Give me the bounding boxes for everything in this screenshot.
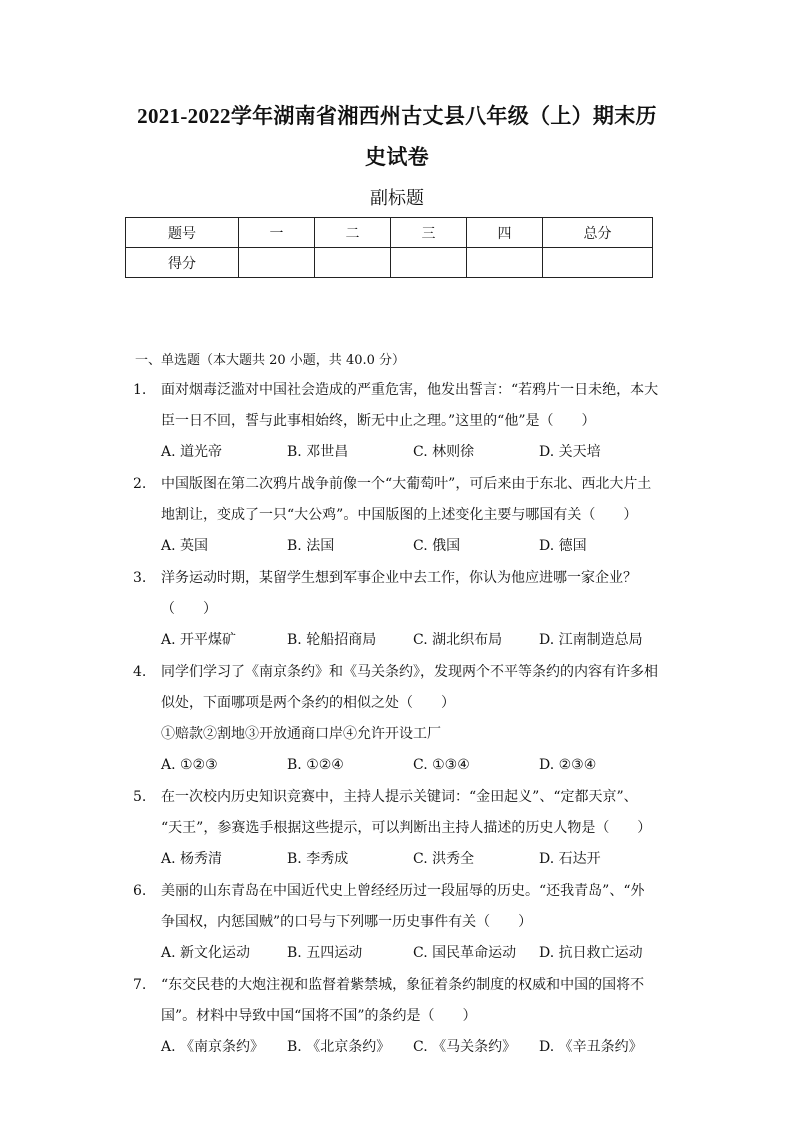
answer-option[interactable]: A. ①②③ [161,757,218,773]
answer-option[interactable]: B. 《北京条约》 [287,1039,391,1055]
score-header-cell: 总分 [543,218,653,248]
score-table-header-row [126,218,653,248]
question-text-line: 似处，下面哪项是两个条约的相似之处（ ） [161,695,455,711]
question-number: 1. [133,382,147,398]
question-text-line: 美丽的山东青岛在中国近代史上曾经经历过一段屈辱的历史。“还我青岛”、“外 [161,883,645,899]
answer-option[interactable]: A. 新文化运动 [161,945,251,961]
score-cell [239,248,315,278]
score-header-cell: 三 [391,218,467,248]
document-title-line-2: 史试卷 [365,145,429,169]
answer-option[interactable]: A. 道光帝 [161,444,223,460]
answer-option[interactable]: D. 江南制造总局 [539,632,643,648]
section-heading: 一、单选题（本大题共 20 小题，共 40.0 分） [135,353,406,368]
score-cell [315,248,391,278]
answer-option[interactable]: D. 德国 [539,538,587,554]
document-subtitle: 副标题 [370,188,424,209]
question-number: 7. [133,977,147,993]
question-text-line: 地割让，变成了一只“大公鸡”。中国版图的上述变化主要与哪国有关（ ） [161,507,638,523]
score-table [125,217,653,278]
question-text-line: （ ） [161,601,217,617]
score-cell [467,248,543,278]
question-text-line: 臣一日不回，誓与此事相始终，断无中止之理。”这里的“他”是（ ） [161,413,596,429]
answer-option[interactable]: D. 抗日救亡运动 [539,945,643,961]
answer-option[interactable]: A. 开平煤矿 [161,632,237,648]
question-text-line: 洋务运动时期，某留学生想到军事企业中去工作，你认为他应进哪一家企业？ [161,570,637,586]
answer-option[interactable]: A. 《南京条约》 [161,1039,265,1055]
answer-option[interactable]: B. ①②④ [287,757,344,773]
answer-option[interactable]: B. 法国 [287,538,335,554]
score-header-cell: 题号 [126,218,239,248]
question-text-line: 同学们学习了《南京条约》和《马关条约》，发现两个不平等条约的内容有许多相 [161,664,658,680]
question-number: 4. [133,664,147,680]
answer-option[interactable]: A. 英国 [161,538,209,554]
answer-option[interactable]: D. ②③④ [539,757,597,773]
answer-option[interactable]: A. 杨秀清 [161,851,223,867]
answer-option[interactable]: D. 关天培 [539,444,601,460]
score-table-row [126,248,653,278]
question-text-line: “天王”，参赛选手根据这些提示，可以判断出主持人描述的历史人物是（ ） [161,820,652,836]
question-text-line: “东交民巷的大炮注视和监督着紫禁城，象征着条约制度的权威和中国的国将不 [161,977,645,993]
answer-option[interactable]: C. 洪秀全 [413,851,475,867]
question-number: 3. [133,570,147,586]
question-text-line: 国”。材料中导致中国“国将不国”的条约是（ ） [161,1008,477,1024]
answer-option[interactable]: C. 俄国 [413,538,461,554]
question-number: 5. [133,789,147,805]
answer-option[interactable]: C. 国民革命运动 [413,945,517,961]
answer-option[interactable]: D. 《辛丑条约》 [539,1039,643,1055]
score-cell [543,248,653,278]
score-cell [391,248,467,278]
answer-option[interactable]: C. 林则徐 [413,444,475,460]
score-header-cell: 四 [467,218,543,248]
question-text-line: 面对烟毒泛滥对中国社会造成的严重危害，他发出誓言：“若鸦片一日未绝，本大 [161,382,659,398]
question-text-line: ①赔款②割地③开放通商口岸④允许开设工厂 [161,726,441,742]
answer-option[interactable]: B. 邓世昌 [287,444,349,460]
question-text-line: 在一次校内历史知识竞赛中，主持人提示关键词：“金田起义”、“定都天京”、 [161,789,638,805]
score-header-cell: 二 [315,218,391,248]
score-header-cell: 一 [239,218,315,248]
question-text-line: 中国版图在第二次鸦片战争前像一个“大葡萄叶”，可后来由于东北、西北大片土 [161,476,652,492]
answer-option[interactable]: C. ①③④ [413,757,470,773]
answer-option[interactable]: B. 五四运动 [287,945,363,961]
answer-option[interactable]: B. 李秀成 [287,851,349,867]
document-title-line-1: 2021-2022学年湖南省湘西州古丈县八年级（上）期末历 [137,104,657,128]
score-row-label: 得分 [126,248,239,278]
answer-option[interactable]: C. 湖北织布局 [413,632,503,648]
question-text-line: 争国权，内惩国贼”的口号与下列哪一历史事件有关（ ） [161,914,533,930]
answer-option[interactable]: B. 轮船招商局 [287,632,377,648]
question-number: 6. [133,883,147,899]
answer-option[interactable]: D. 石达开 [539,851,601,867]
question-number: 2. [133,476,147,492]
answer-option[interactable]: C. 《马关条约》 [413,1039,517,1055]
